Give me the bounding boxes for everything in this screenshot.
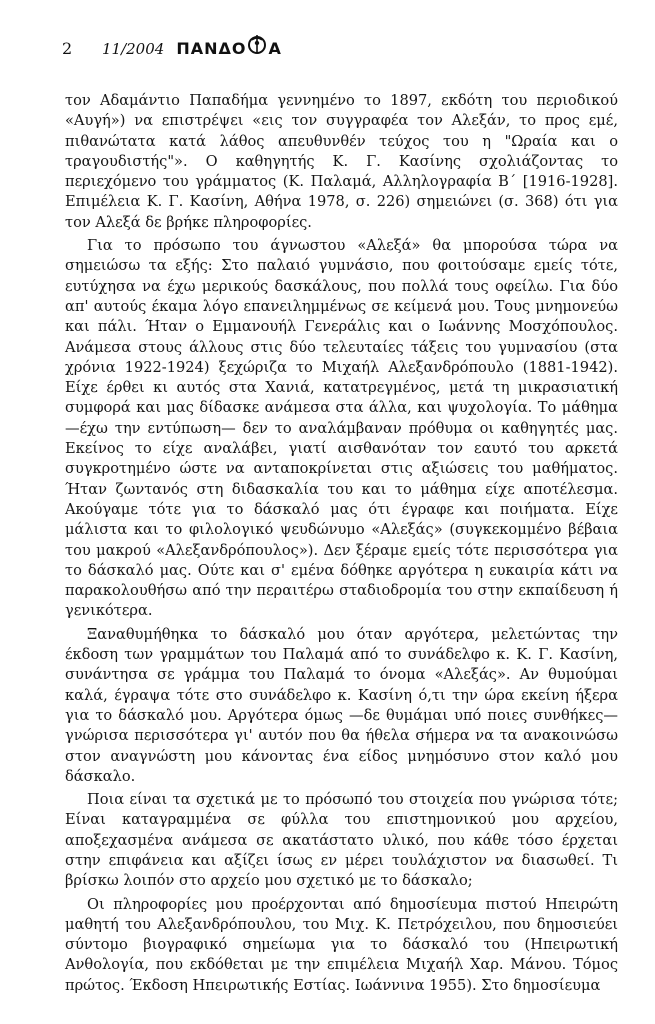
paragraph-1: τον Αδαμάντιο Παπαδήμα γεννημένο το 1897, εκδότη του περιοδικού «Αυγή») να επιστρέψει «εις τον συγγραφέα τον Αλεξάν, το προς εμέ, πιθανώτατα κατά λάθος απευθυνθέν τεύχος του η "Ωραία και ο τραγουδιστής"». Ο καθηγητής Κ. Γ. Κασίνης σχολιάζοντας το περιεχόμενο του γράμματος (Κ. Παλαμά, Αλληλογραφία Β΄ [1916-1928]. Επιμέλεια Κ. Γ. Κασίνη, Αθήνα 1978, σ. 226) σημειώνει (σ. 368) ότι για τον Αλεξά δε βρήκε πληροφορίες. bbox=[65, 92, 618, 231]
paragraph-3: Ξαναθυμήθηκα το δάσκαλό μου όταν αργότερα, μελετώντας την έκδοση των γραμμάτων του Παλαμά από το συνάδελφο κ. Κ. Γ. Κασίνη, συνάντησα σε γράμμα του Παλαμά το όνομα «Αλεξάς». Αν θυμούμαι καλά, έγραψα τότε στο συνάδελφο κ. Κασίνη ό,τι την ώρα εκείνη ήξερα για το δάσκαλό μου. Αργότερα όμως —δε θυμάμαι υπό ποιες συνθήκες— γνώρισα περισσότερα γι' αυτόν που θα ήθελα σήμερα να τα ανακοινώσω στον αναγνώστη μου κάνοντας ένα είδος μνημόσυνο στον καλό μου δάσκαλο. bbox=[65, 625, 618, 785]
article-body bbox=[65, 91, 618, 999]
page-number: 2 bbox=[62, 39, 73, 58]
journal-title-part-1: ΠΑΝΔΟ bbox=[176, 39, 247, 58]
pandora-circle-logo-icon bbox=[247, 34, 267, 54]
paragraph-4: Ποια είναι τα σχετικά με το πρόσωπό του στοιχεία που γνώρισα τότε; Είναι καταγραμμένα σε φύλλα του επιστημονικού μου αρχείου, αποξεχασμένα ανάμεσα σε ακατάστατο υλικό, που κάθε τόσο έρχεται στην επιφάνεια και αξίζει ίσως εν μέρει τουλάχιστον να διασωθεί. Τι βρίσκω λοιπόν στο αρχείο μου σχετικό με το δάσκαλο; bbox=[65, 791, 618, 890]
paragraph-5: Οι πληροφορίες μου προέρχονται από δημοσίευμα πιστού Ηπειρώτη μαθητή του Αλεξανδρόπουλου, του Μιχ. Κ. Πετρόχειλου, που δημοσιεύει σύντομο βιογραφικό σημείωμα για το δάσκαλό του (Ηπειρωτική Ανθολογία, που εκδόθεται με την επιμέλεια Μιχαήλ Χαρ. Μάνου. Τόμος πρώτος. Έκδοση Ηπειρωτικής Εστίας. Ιωάννινα 1955). Στο δημοσίευμα bbox=[65, 895, 618, 994]
running-header bbox=[62, 34, 282, 60]
paragraph-2: Για το πρόσωπο του άγνωστου «Αλεξά» θα μπορούσα τώρα να σημειώσω τα εξής: Στο παλαιό γυμνάσιο, που φοιτούσαμε εμείς τότε, ευτύχησα να έχω μερικούς δασκάλους, που πολλά τους οφείλω. Για δύο απ' αυτούς έκαμα λόγο επανειλημμένως σε κείμενά μου. Τους μνημονεύω και πάλι. Ήταν ο Εμμανουήλ Γενεράλις και ο Ιωάννης Μοσχόπουλος. Ανάμεσα στους άλλους στις δύο τελευταίες τάξεις του γυμνασίου (στα χρόνια 1922-1924) ξεχώριζα το Μιχαήλ Αλεξανδρόπουλο (1881-1942). Είχε έρθει κι αυτός στα Χανιά, κατατρεγμένος, μετά τη μικρασιατική συμφορά και μας δίδασκε ανάμεσα στα άλλα, και ψυχολογία. Το μάθημα —έχω την εντύπωση— δεν το αναλάμβαναν πρόθυμα οι καθηγητές μας. Εκείνος το είχε αναλάβει, γιατί αισθανόταν τον εαυτό του αρκετά συγκροτημένο ώστε να ανταποκρίνεται στις αξιώσεις του μαθήματος. Ήταν ζωντανός στη διδασκαλία του και το μάθημα είχε αποτέλεσμα. Ακούγαμε τότε για το δάσκαλό μας ότι έγραφε και ποιήματα. Είχε μάλιστα και το φιλολογικό ψευδώνυμο «Αλεξάς» (συγκεκομμένο βέβαια του μακρού «Αλεξανδρόπουλος»). Δεν ξέραμε εμείς τότε περισσότερα για το δάσκαλό μας. Ούτε και σ' εμένα δόθηκε αργότερα η ευκαιρία κάτι να παρακολουθήσω από την περαιτέρω σταδιοδρομία του στην εκπαίδευση ή γενικότερα. bbox=[65, 237, 618, 620]
journal-title-part-2: Α bbox=[268, 39, 282, 58]
journal-title bbox=[176, 34, 282, 58]
issue-date: 11/2004 bbox=[102, 40, 165, 58]
